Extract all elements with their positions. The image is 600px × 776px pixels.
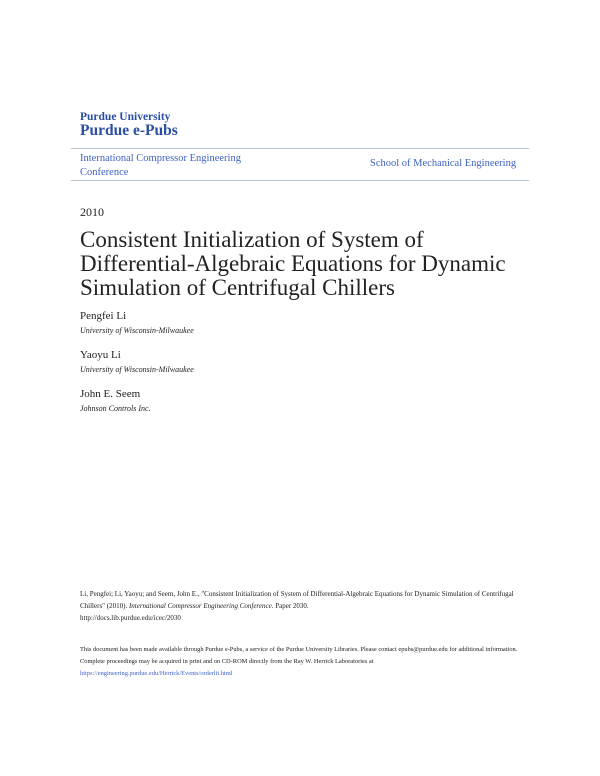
citation [80,588,520,624]
divider [71,148,529,149]
author-name: John E. Seem [80,388,141,400]
citation-paper: Paper 2030. [275,602,309,610]
university-name[interactable]: Purdue University [80,111,171,123]
proceedings-notice: Complete proceedings may be acquired in print and on CD-ROM directly from the Ray W. Herrick Laboratories at [80,658,374,665]
notice [80,644,525,680]
paper-title: Consistent Initialization of System of Differential-Algebraic Equations for Dynamic Simulation of Centrifugal Chillers [80,227,506,300]
availability-notice: This document has been made available through Purdue e-Pubs, a service of the Purdue University Libraries. Please contact epubs@purdue.edu for additional information. [80,646,518,653]
author-affiliation: University of Wisconsin-Milwaukee [80,326,194,335]
school-link[interactable]: School of Mechanical Engineering [370,158,517,169]
repository-name[interactable]: Purdue e-Pubs [80,122,178,139]
year: 2010 [80,205,104,219]
citation-venue: International Compressor Engineering Conference. [128,602,274,610]
proceedings-link[interactable]: https://engineering.purdue.edu/Herrick/Events/orderlit.html [80,670,233,677]
conference-link[interactable]: International Compressor Engineering Conference [80,153,241,178]
divider [71,180,529,181]
author-affiliation: University of Wisconsin-Milwaukee [80,365,194,374]
author-affiliation: Johnson Controls Inc. [80,404,151,413]
author-name: Pengfei Li [80,310,127,322]
citation-url[interactable]: http://docs.lib.purdue.edu/icec/2030 [80,614,181,622]
citation-text: Li, Pengfei; Li, Yaoyu; and Seem, John E., "Consistent Initialization of System of Differential-Algebraic Equations for Dynamic Simulation of Centrifugal Chillers" (2010). [80,590,514,610]
author-name: Yaoyu Li [80,349,121,361]
